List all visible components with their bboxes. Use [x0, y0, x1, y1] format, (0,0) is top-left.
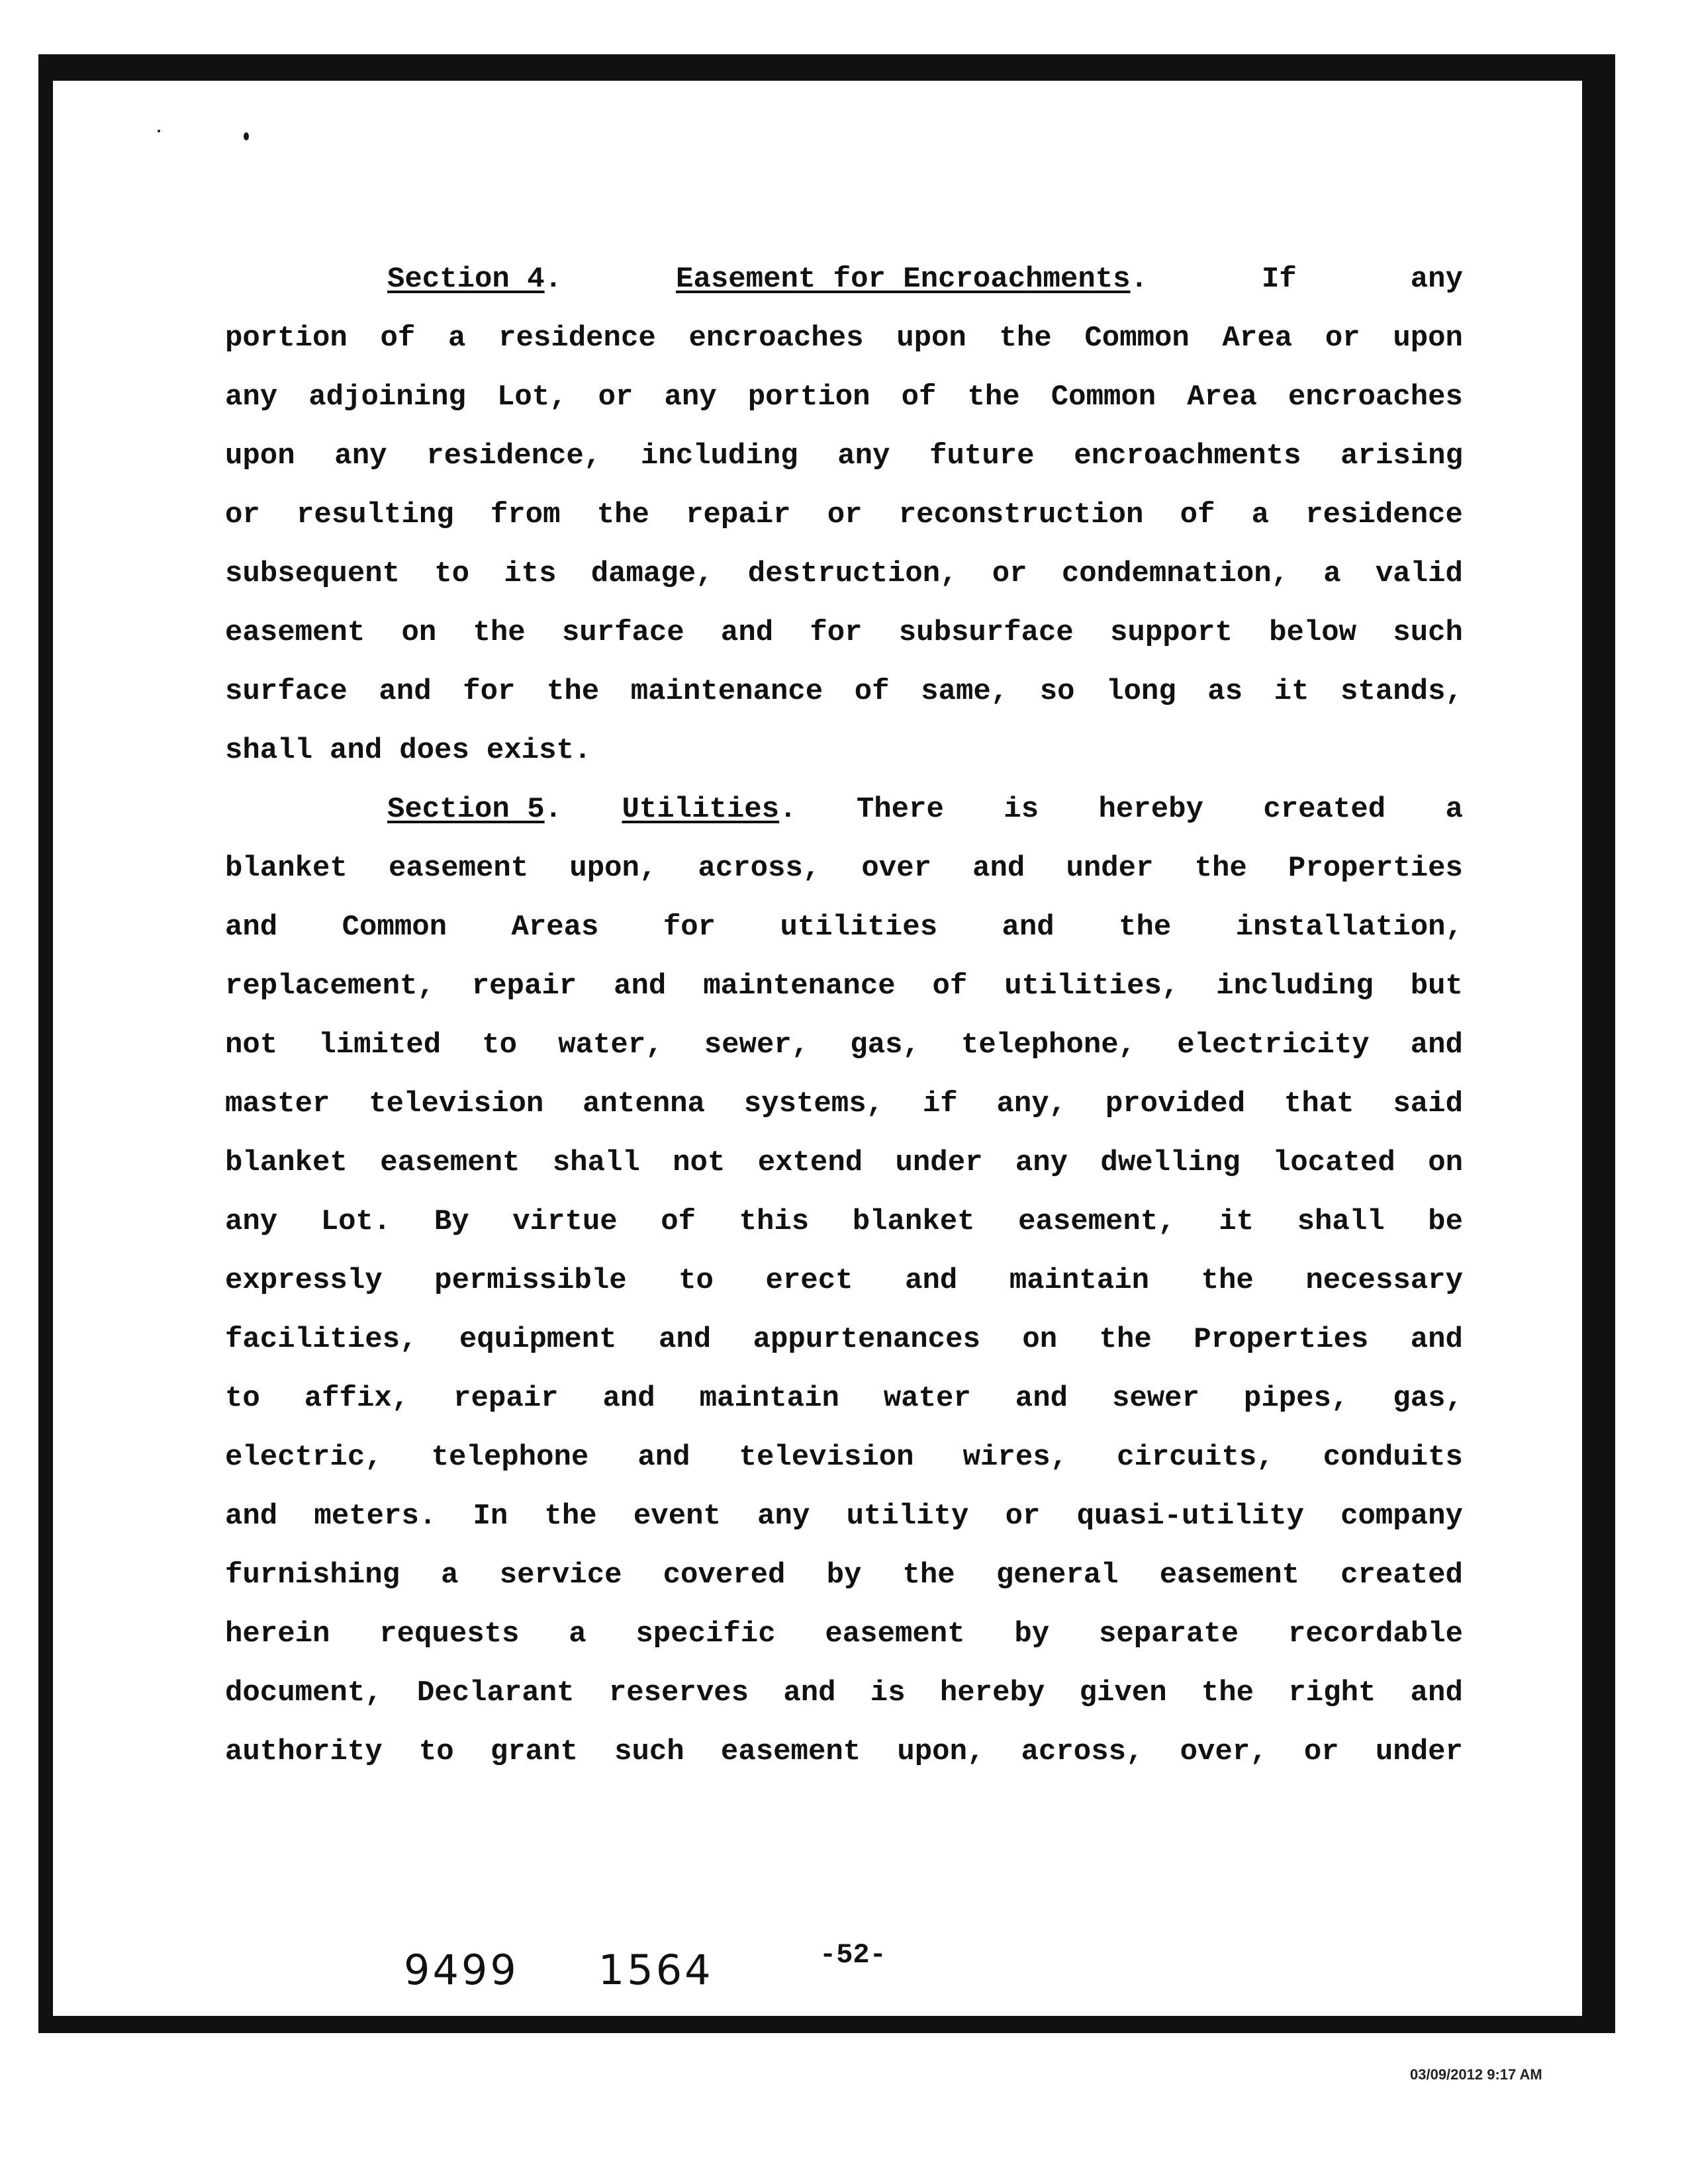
text-line — [225, 854, 1463, 883]
word: not — [673, 1146, 726, 1179]
word: television — [739, 1441, 914, 1474]
word: and — [614, 970, 667, 1003]
word: stands, — [1340, 675, 1463, 708]
text-line — [225, 1443, 1463, 1472]
text-line — [225, 500, 1463, 529]
word: right — [1288, 1676, 1376, 1709]
word: from — [490, 498, 561, 531]
word: future — [929, 439, 1035, 473]
word: portion — [747, 381, 870, 414]
word: and — [1002, 911, 1055, 944]
word: any — [1410, 263, 1463, 296]
word: destruction, — [747, 557, 958, 590]
word: wires, — [962, 1441, 1068, 1474]
word: surface — [561, 616, 684, 649]
text-line — [225, 441, 1463, 471]
scan-speck — [244, 132, 249, 140]
word: as — [1207, 675, 1243, 708]
section-heading: Section 4 — [387, 263, 545, 296]
word: any — [225, 381, 278, 414]
word: exist. — [486, 734, 592, 767]
word: of — [380, 322, 416, 355]
word: repair — [453, 1382, 559, 1415]
page-number: -52- — [820, 1939, 886, 1971]
word: given — [1079, 1676, 1167, 1709]
word: maintenance — [703, 970, 896, 1003]
word: on — [401, 616, 437, 649]
word: a — [448, 322, 466, 355]
word: and — [972, 852, 1025, 885]
document-body — [225, 265, 1463, 1796]
word: event — [633, 1500, 721, 1533]
word: general — [996, 1559, 1119, 1592]
word: recordable — [1288, 1617, 1463, 1651]
word: under — [1066, 852, 1154, 885]
text-line — [225, 1737, 1463, 1766]
word: does — [399, 734, 469, 767]
word: utility — [846, 1500, 969, 1533]
word: utilities, — [1004, 970, 1180, 1003]
word: telephone — [431, 1441, 589, 1474]
word: Areas — [511, 911, 599, 944]
word: including — [1216, 970, 1374, 1003]
word: or — [1325, 322, 1360, 355]
word: Area — [1222, 322, 1293, 355]
word: requests — [379, 1617, 520, 1651]
word: this — [739, 1205, 810, 1238]
word: hereby — [1098, 793, 1203, 826]
word: the — [546, 675, 600, 708]
word: specific — [635, 1617, 776, 1651]
word: Area — [1187, 381, 1257, 414]
word: upon, — [569, 852, 657, 885]
word: or — [598, 381, 633, 414]
word: subsurface — [898, 616, 1074, 649]
word: pipes, — [1243, 1382, 1349, 1415]
word: maintenance — [630, 675, 823, 708]
word: repair — [471, 970, 577, 1003]
word: any — [664, 381, 717, 414]
word: on — [1428, 1146, 1463, 1179]
word: be — [1428, 1205, 1463, 1238]
word: necessary — [1305, 1264, 1463, 1297]
word: the — [1119, 911, 1172, 944]
word: the — [1201, 1676, 1254, 1709]
word: residence, — [426, 439, 602, 473]
word: by — [1014, 1617, 1050, 1651]
word: or — [827, 498, 863, 531]
word: Common — [1051, 381, 1156, 414]
word: the — [999, 322, 1052, 355]
word: over — [861, 852, 932, 885]
word: and — [225, 911, 278, 944]
word: condemnation, — [1061, 557, 1289, 590]
word: a — [1445, 793, 1463, 826]
word: for — [463, 675, 516, 708]
word: Properties — [1194, 1323, 1369, 1356]
word: extend — [757, 1146, 863, 1179]
word: If — [1261, 263, 1297, 296]
word: so — [1039, 675, 1075, 708]
word: service — [499, 1559, 622, 1592]
text-line — [225, 1325, 1463, 1354]
word: and — [225, 1500, 278, 1533]
word: document, — [225, 1676, 383, 1709]
word: and — [658, 1323, 712, 1356]
word: such — [1393, 616, 1463, 649]
word: any — [334, 439, 387, 473]
word: appurtenances — [753, 1323, 980, 1356]
text-line — [225, 1148, 1463, 1177]
word: equipment — [459, 1323, 617, 1356]
word: Common — [342, 911, 447, 944]
text-line — [225, 1561, 1463, 1590]
word: reconstruction — [898, 498, 1144, 531]
word: across, — [698, 852, 821, 885]
text-line — [225, 1207, 1463, 1236]
word: herein — [225, 1617, 330, 1651]
word: blanket — [225, 852, 348, 885]
word: installation, — [1235, 911, 1463, 944]
word: damage, — [590, 557, 714, 590]
word: separate — [1098, 1617, 1239, 1651]
word: affix, — [304, 1382, 410, 1415]
word: circuits, — [1117, 1441, 1274, 1474]
section-title: Utilities — [622, 793, 780, 826]
word: if — [922, 1087, 958, 1120]
word: and — [602, 1382, 655, 1415]
word: reserves — [608, 1676, 749, 1709]
word: across, — [1021, 1735, 1144, 1768]
word: and — [783, 1676, 836, 1709]
word: maintain — [699, 1382, 839, 1415]
text-line — [225, 1089, 1463, 1118]
word: sewer, — [704, 1028, 810, 1062]
word: encroachments — [1074, 439, 1301, 473]
word: any — [757, 1500, 810, 1533]
word: including — [640, 439, 798, 473]
word: on — [1022, 1323, 1058, 1356]
word: the — [544, 1500, 597, 1533]
word: easement, — [1018, 1205, 1176, 1238]
word: said — [1393, 1087, 1463, 1120]
word: electricity — [1177, 1028, 1370, 1062]
word: or — [225, 498, 260, 531]
word: portion — [225, 322, 348, 355]
word: and — [637, 1441, 690, 1474]
text-line — [225, 972, 1463, 1001]
word: conduits — [1323, 1441, 1463, 1474]
word: and — [330, 734, 383, 767]
word: surface — [225, 675, 348, 708]
recording-numbers — [404, 1946, 793, 1994]
word: to — [482, 1028, 518, 1062]
word: for — [663, 911, 716, 944]
word: by — [826, 1559, 862, 1592]
word: its — [504, 557, 557, 590]
word: and — [1410, 1323, 1463, 1356]
word: maintain — [1009, 1264, 1150, 1297]
text-line: Section 5. Utilities. There is hereby created a — [387, 793, 1463, 826]
word: residence — [498, 322, 656, 355]
word: water — [883, 1382, 971, 1415]
text-line — [225, 1619, 1463, 1649]
word: Common — [1084, 322, 1190, 355]
word: over, — [1180, 1735, 1268, 1768]
word: upon, — [897, 1735, 985, 1768]
word: easement — [825, 1617, 965, 1651]
word: that — [1284, 1087, 1354, 1120]
word: to — [225, 1382, 260, 1415]
word: television — [369, 1087, 544, 1120]
word: any — [1015, 1146, 1068, 1179]
word: expressly — [225, 1264, 383, 1297]
word: covered — [663, 1559, 786, 1592]
word: water, — [558, 1028, 663, 1062]
word: located — [1273, 1146, 1395, 1179]
word: valid — [1375, 557, 1463, 590]
word: it — [1219, 1205, 1254, 1238]
word: upon — [225, 439, 295, 473]
page-reference: 1564 — [598, 1946, 714, 1994]
word: under — [895, 1146, 983, 1179]
word: support — [1110, 616, 1233, 649]
word: company — [1340, 1500, 1463, 1533]
word: or — [1005, 1500, 1041, 1533]
text-line — [225, 383, 1463, 412]
word: antenna — [583, 1087, 705, 1120]
word: of — [854, 675, 890, 708]
word: dwelling — [1100, 1146, 1241, 1179]
word: arising — [1340, 439, 1463, 473]
word: utilities — [780, 911, 938, 944]
word: easement — [1159, 1559, 1300, 1592]
word: it — [1274, 675, 1309, 708]
word: Declarant — [416, 1676, 575, 1709]
text-line — [225, 1266, 1463, 1295]
scan-speck — [158, 130, 160, 132]
text-line — [225, 1678, 1463, 1707]
word: of — [661, 1205, 696, 1238]
word: created — [1263, 793, 1386, 826]
word: encroaches — [688, 322, 864, 355]
word: telephone, — [961, 1028, 1137, 1062]
word: gas, — [850, 1028, 920, 1062]
word: a — [569, 1617, 586, 1651]
word: easement — [388, 852, 529, 885]
word: virtue — [512, 1205, 618, 1238]
word: facilities, — [225, 1323, 418, 1356]
word: to — [679, 1264, 714, 1297]
section-heading: Section 5 — [387, 793, 545, 826]
word: of — [901, 381, 937, 414]
word: hereby — [939, 1676, 1045, 1709]
text-line — [225, 736, 1463, 765]
word: permissible — [434, 1264, 627, 1297]
word: the — [596, 498, 649, 531]
word: the — [967, 381, 1020, 414]
text-line — [225, 913, 1463, 942]
word: easement — [225, 616, 365, 649]
word: and — [1015, 1382, 1068, 1415]
word: of — [1180, 498, 1215, 531]
word: below — [1269, 616, 1357, 649]
section-title: Easement for Encroachments — [676, 263, 1131, 296]
word: repair — [686, 498, 791, 531]
word: the — [473, 616, 526, 649]
word: Lot, — [496, 381, 567, 414]
word: same, — [921, 675, 1009, 708]
word: gas, — [1393, 1382, 1463, 1415]
word: encroaches — [1288, 381, 1463, 414]
word: and — [720, 616, 774, 649]
word: provided — [1105, 1087, 1246, 1120]
word: or — [1303, 1735, 1339, 1768]
word: a — [441, 1559, 459, 1592]
word: under — [1375, 1735, 1463, 1768]
word: master — [225, 1087, 330, 1120]
word: such — [614, 1735, 684, 1768]
word: and — [1410, 1676, 1463, 1709]
word: a — [1251, 498, 1270, 531]
word: the — [902, 1559, 955, 1592]
word: upon — [896, 322, 966, 355]
word: upon — [1393, 322, 1463, 355]
word: any — [837, 439, 890, 473]
word: but — [1410, 970, 1463, 1003]
text-line — [225, 1030, 1463, 1060]
word: Properties — [1288, 852, 1463, 885]
word: blanket — [852, 1205, 975, 1238]
text-line — [225, 559, 1463, 588]
word: and — [905, 1264, 958, 1297]
print-timestamp: 03/09/2012 9:17 AM — [1410, 2066, 1542, 2083]
text-line — [225, 1502, 1463, 1531]
word: grant — [490, 1735, 578, 1768]
text-line — [225, 677, 1463, 706]
word: sewer — [1111, 1382, 1199, 1415]
word: long — [1106, 675, 1176, 708]
word: easement — [380, 1146, 520, 1179]
word: shall — [225, 734, 313, 767]
word: shall — [1297, 1205, 1385, 1238]
word: the — [1201, 1264, 1254, 1297]
word: replacement, — [225, 970, 435, 1003]
word: By — [434, 1205, 469, 1238]
word: authority — [225, 1735, 383, 1768]
word: shall — [552, 1146, 640, 1179]
word: the — [1194, 852, 1247, 885]
word: There — [856, 793, 944, 826]
word: to — [418, 1735, 454, 1768]
word: is — [1004, 793, 1039, 826]
word: resulting — [297, 498, 454, 531]
word: and — [379, 675, 432, 708]
word: a — [1323, 557, 1341, 590]
word: In — [473, 1500, 508, 1533]
text-line — [225, 1384, 1463, 1413]
word: to — [434, 557, 470, 590]
text-line — [225, 618, 1463, 647]
word: not — [225, 1028, 278, 1062]
word: created — [1340, 1559, 1463, 1592]
text-line — [225, 324, 1463, 353]
word: erect — [765, 1264, 853, 1297]
word: subsequent — [225, 557, 400, 590]
word: and — [1410, 1028, 1463, 1062]
word: easement — [720, 1735, 861, 1768]
word: adjoining — [308, 381, 466, 414]
word: limited — [318, 1028, 442, 1062]
word: Lot. — [320, 1205, 391, 1238]
word: for — [810, 616, 863, 649]
word: electric, — [225, 1441, 383, 1474]
word: meters. — [314, 1500, 437, 1533]
word: is — [870, 1676, 906, 1709]
word: or — [992, 557, 1027, 590]
word: of — [932, 970, 968, 1003]
book-number: 9499 — [404, 1946, 519, 1994]
word: blanket — [225, 1146, 348, 1179]
word: systems, — [743, 1087, 884, 1120]
word: residence — [1305, 498, 1463, 531]
word: the — [1099, 1323, 1152, 1356]
word: quasi-utility — [1076, 1500, 1304, 1533]
text-line: Section 4. Easement for Encroachments. If any — [387, 263, 1463, 296]
word: furnishing — [225, 1559, 400, 1592]
word: any — [225, 1205, 278, 1238]
word: any, — [996, 1087, 1067, 1120]
